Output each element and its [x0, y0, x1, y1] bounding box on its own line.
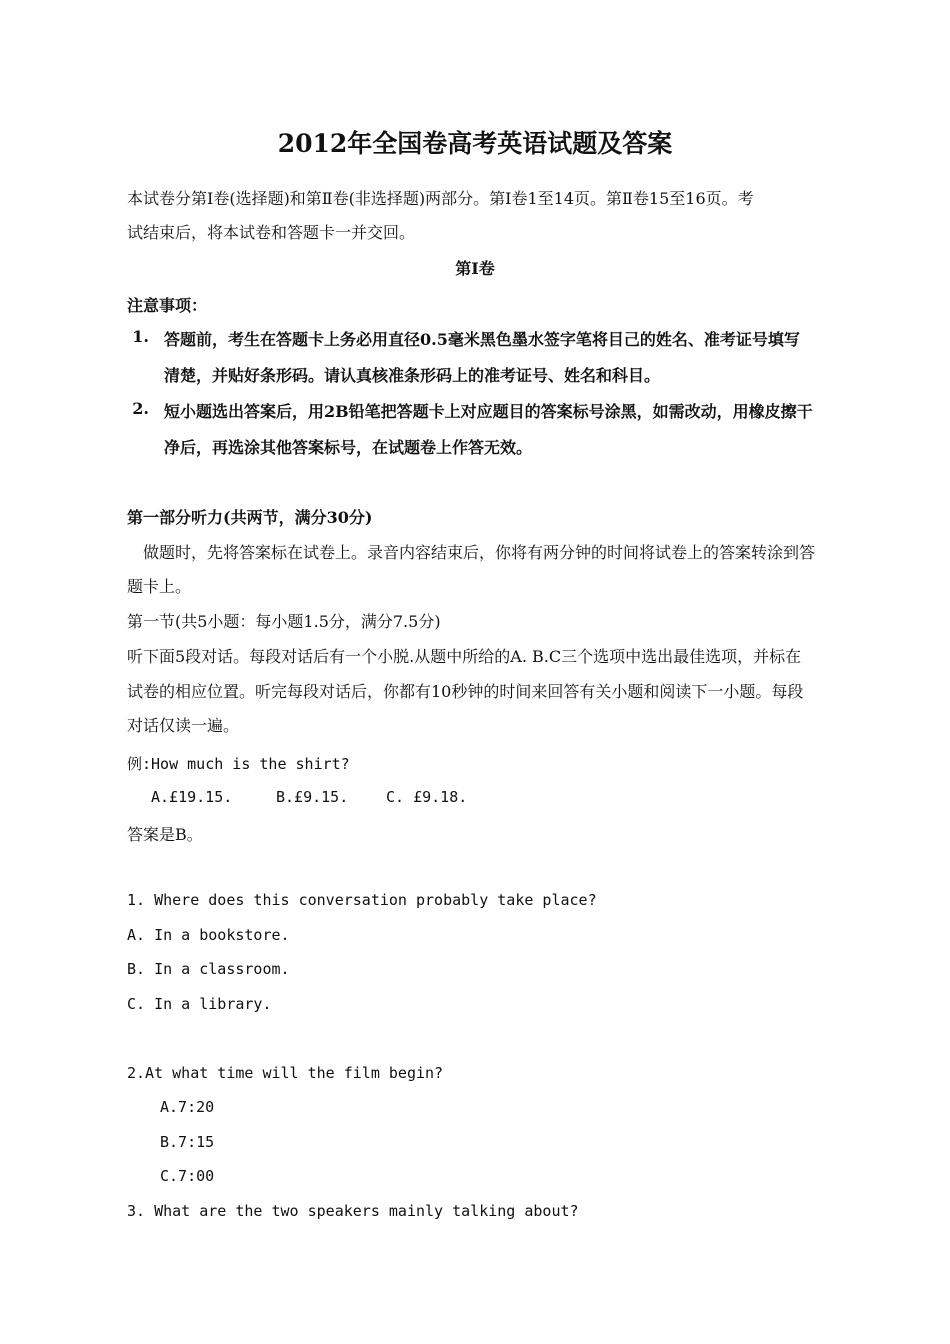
question-2-option-b: B.7:15	[160, 1133, 215, 1151]
example-option-a: A.£19.15.	[151, 788, 233, 806]
notice-heading: 注意事项：	[127, 296, 208, 315]
section1-heading: 第一节(共5小题：每小题1.5分，满分7.5分)	[127, 612, 441, 631]
document-title: 2012年全国卷高考英语试题及答案	[277, 129, 673, 158]
question-1-option-b: B. In a classroom.	[127, 960, 290, 978]
question-1: 1. Where does this conversation probably take place?	[127, 891, 597, 909]
section1-instruction-line-2: 试卷的相应位置。听完每段对话后，你都有10秒钟的时间来回答有关小题和阅读下一小题。每段	[127, 682, 804, 701]
part1-desc-line-2: 题卡上。	[127, 577, 192, 596]
question-2-option-a: A.7:20	[160, 1098, 215, 1116]
example-option-c: C. £9.18.	[386, 788, 468, 806]
part1-heading: 第一部分听力(共两节，满分30分)	[127, 508, 373, 527]
part1-desc-line-1: 做题时，先将答案标在试卷上。录音内容结束后，你将有两分钟的时间将试卷上的答案转涂到答	[143, 543, 816, 562]
question-3: 3. What are the two speakers mainly talking about?	[127, 1202, 579, 1220]
question-2-option-c: C.7:00	[160, 1167, 215, 1185]
example-option-b: B.£9.15.	[276, 788, 349, 806]
intro-line-1: 本试卷分第Ⅰ卷(选择题)和第Ⅱ卷(非选择题)两部分。第Ⅰ卷1至14页。第Ⅱ卷15至16页。考	[127, 189, 754, 208]
notice-item-2-line-1: 短小题选出答案后，用2B铅笔把答题卡上对应题目的答案标号涂黑，如需改动，用橡皮擦干	[164, 402, 813, 421]
example-answer: 答案是B。	[127, 825, 203, 844]
notice-item-2-line-2: 净后，再选涂其他答案标号，在试题卷上作答无效。	[164, 438, 533, 457]
volume-heading: 第Ⅰ卷	[455, 259, 495, 278]
section1-instruction-line-3: 对话仅读一遍。	[127, 716, 240, 735]
notice-item-1-line-1: 答题前，考生在答题卡上务必用直径0.5毫米黑色墨水签字笔将目己的姓名、准考证号填写	[164, 330, 800, 349]
section1-instruction-line-1: 听下面5段对话。每段对话后有一个小脱.从题中所给的A. B.C三个选项中选出最佳选项，并标在	[127, 647, 802, 666]
question-1-option-c: C. In a library.	[127, 995, 272, 1013]
notice-item-number: 2.	[132, 399, 149, 418]
example-question: 例:How much is the shirt?	[127, 755, 350, 773]
question-2: 2.At what time will the film begin?	[127, 1064, 444, 1082]
intro-line-2: 试结束后，将本试卷和答题卡一并交回。	[127, 223, 416, 242]
question-1-option-a: A. In a bookstore.	[127, 926, 290, 944]
notice-item-1-line-2: 清楚，并贴好条形码。请认真核准条形码上的准考证号、姓名和科目。	[164, 366, 661, 385]
notice-item-number: 1.	[132, 327, 149, 346]
